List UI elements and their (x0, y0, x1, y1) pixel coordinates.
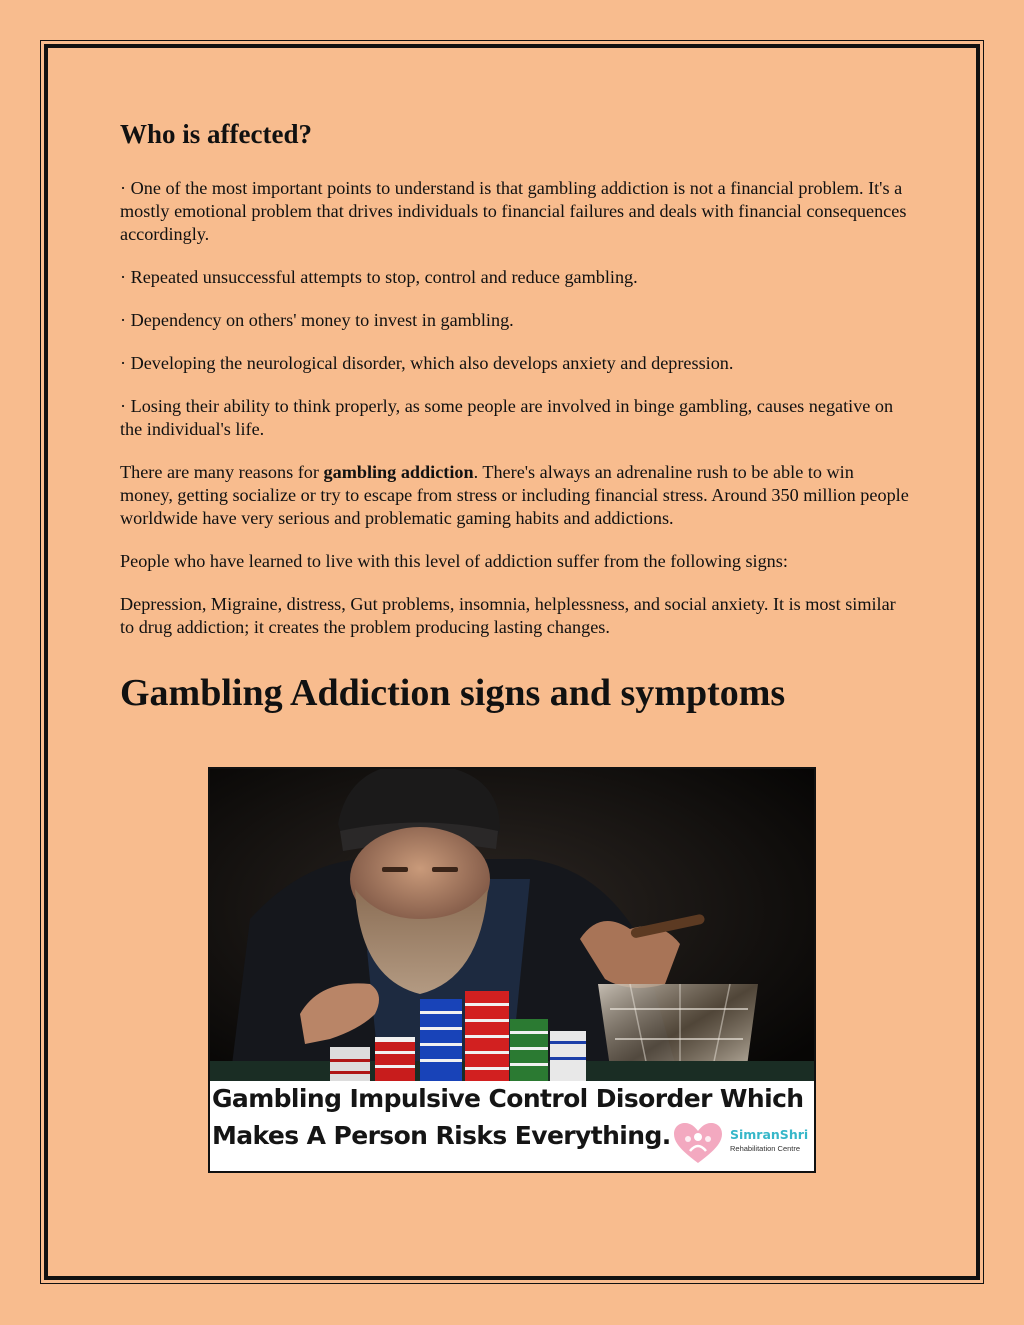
article-image (208, 767, 816, 1173)
bullet-paragraph: · Repeated unsuccessful attempts to stop, control and reduce gambling. (120, 267, 638, 288)
main-heading: Gambling Addiction signs and symptoms (120, 672, 786, 715)
signs-intro-paragraph: People who have learned to live with this level of addiction suffer from the following signs: (120, 551, 788, 572)
logo-name: SimranShri (730, 1127, 809, 1142)
image-caption-line-1: Gambling Impulsive Control Disorder Which (212, 1084, 804, 1113)
signs-list-paragraph: Depression, Migraine, distress, Gut problems, insomnia, helplessness, and social anxiety. It is most similar to drug addiction; it creates the problem producing lasting changes. (120, 594, 896, 638)
reasons-text-start: There are many reasons for (120, 462, 324, 483)
bullet-paragraph: · Developing the neurological disorder, which also develops anxiety and depression. (120, 353, 734, 374)
bullet-paragraph: · One of the most important points to understand is that gambling addiction is not a financial problem. It's a mostly emotional problem that drives individuals to financial failures and deals with financial consequences accordingly. (120, 178, 907, 245)
heart-logo-icon (672, 1121, 724, 1165)
logo-subtitle: Rehabilitation Centre (730, 1144, 801, 1153)
bullet-paragraph: · Dependency on others' money to invest in gambling. (120, 310, 514, 331)
gambler-photo (210, 769, 814, 1081)
article-content (120, 118, 910, 717)
simranshri-logo (672, 1121, 812, 1165)
gambling-addiction-bold: gambling addiction (323, 462, 474, 483)
section-heading: Who is affected? (120, 119, 312, 149)
reasons-text-end: . There's always an adrenaline rush to be able to win money, getting socialize or try to escape from stress or including financial stress. Around 350 million people worldwide have very serious and problematic gaming habits and addictions. (120, 462, 909, 529)
reasons-paragraph (120, 461, 910, 530)
image-caption-line-2: Makes A Person Risks Everything. (212, 1121, 671, 1150)
bullet-paragraph: · Losing their ability to think properly, as some people are involved in binge gambling, causes negative on the individual's life. (120, 396, 894, 440)
image-caption-band (210, 1081, 814, 1173)
